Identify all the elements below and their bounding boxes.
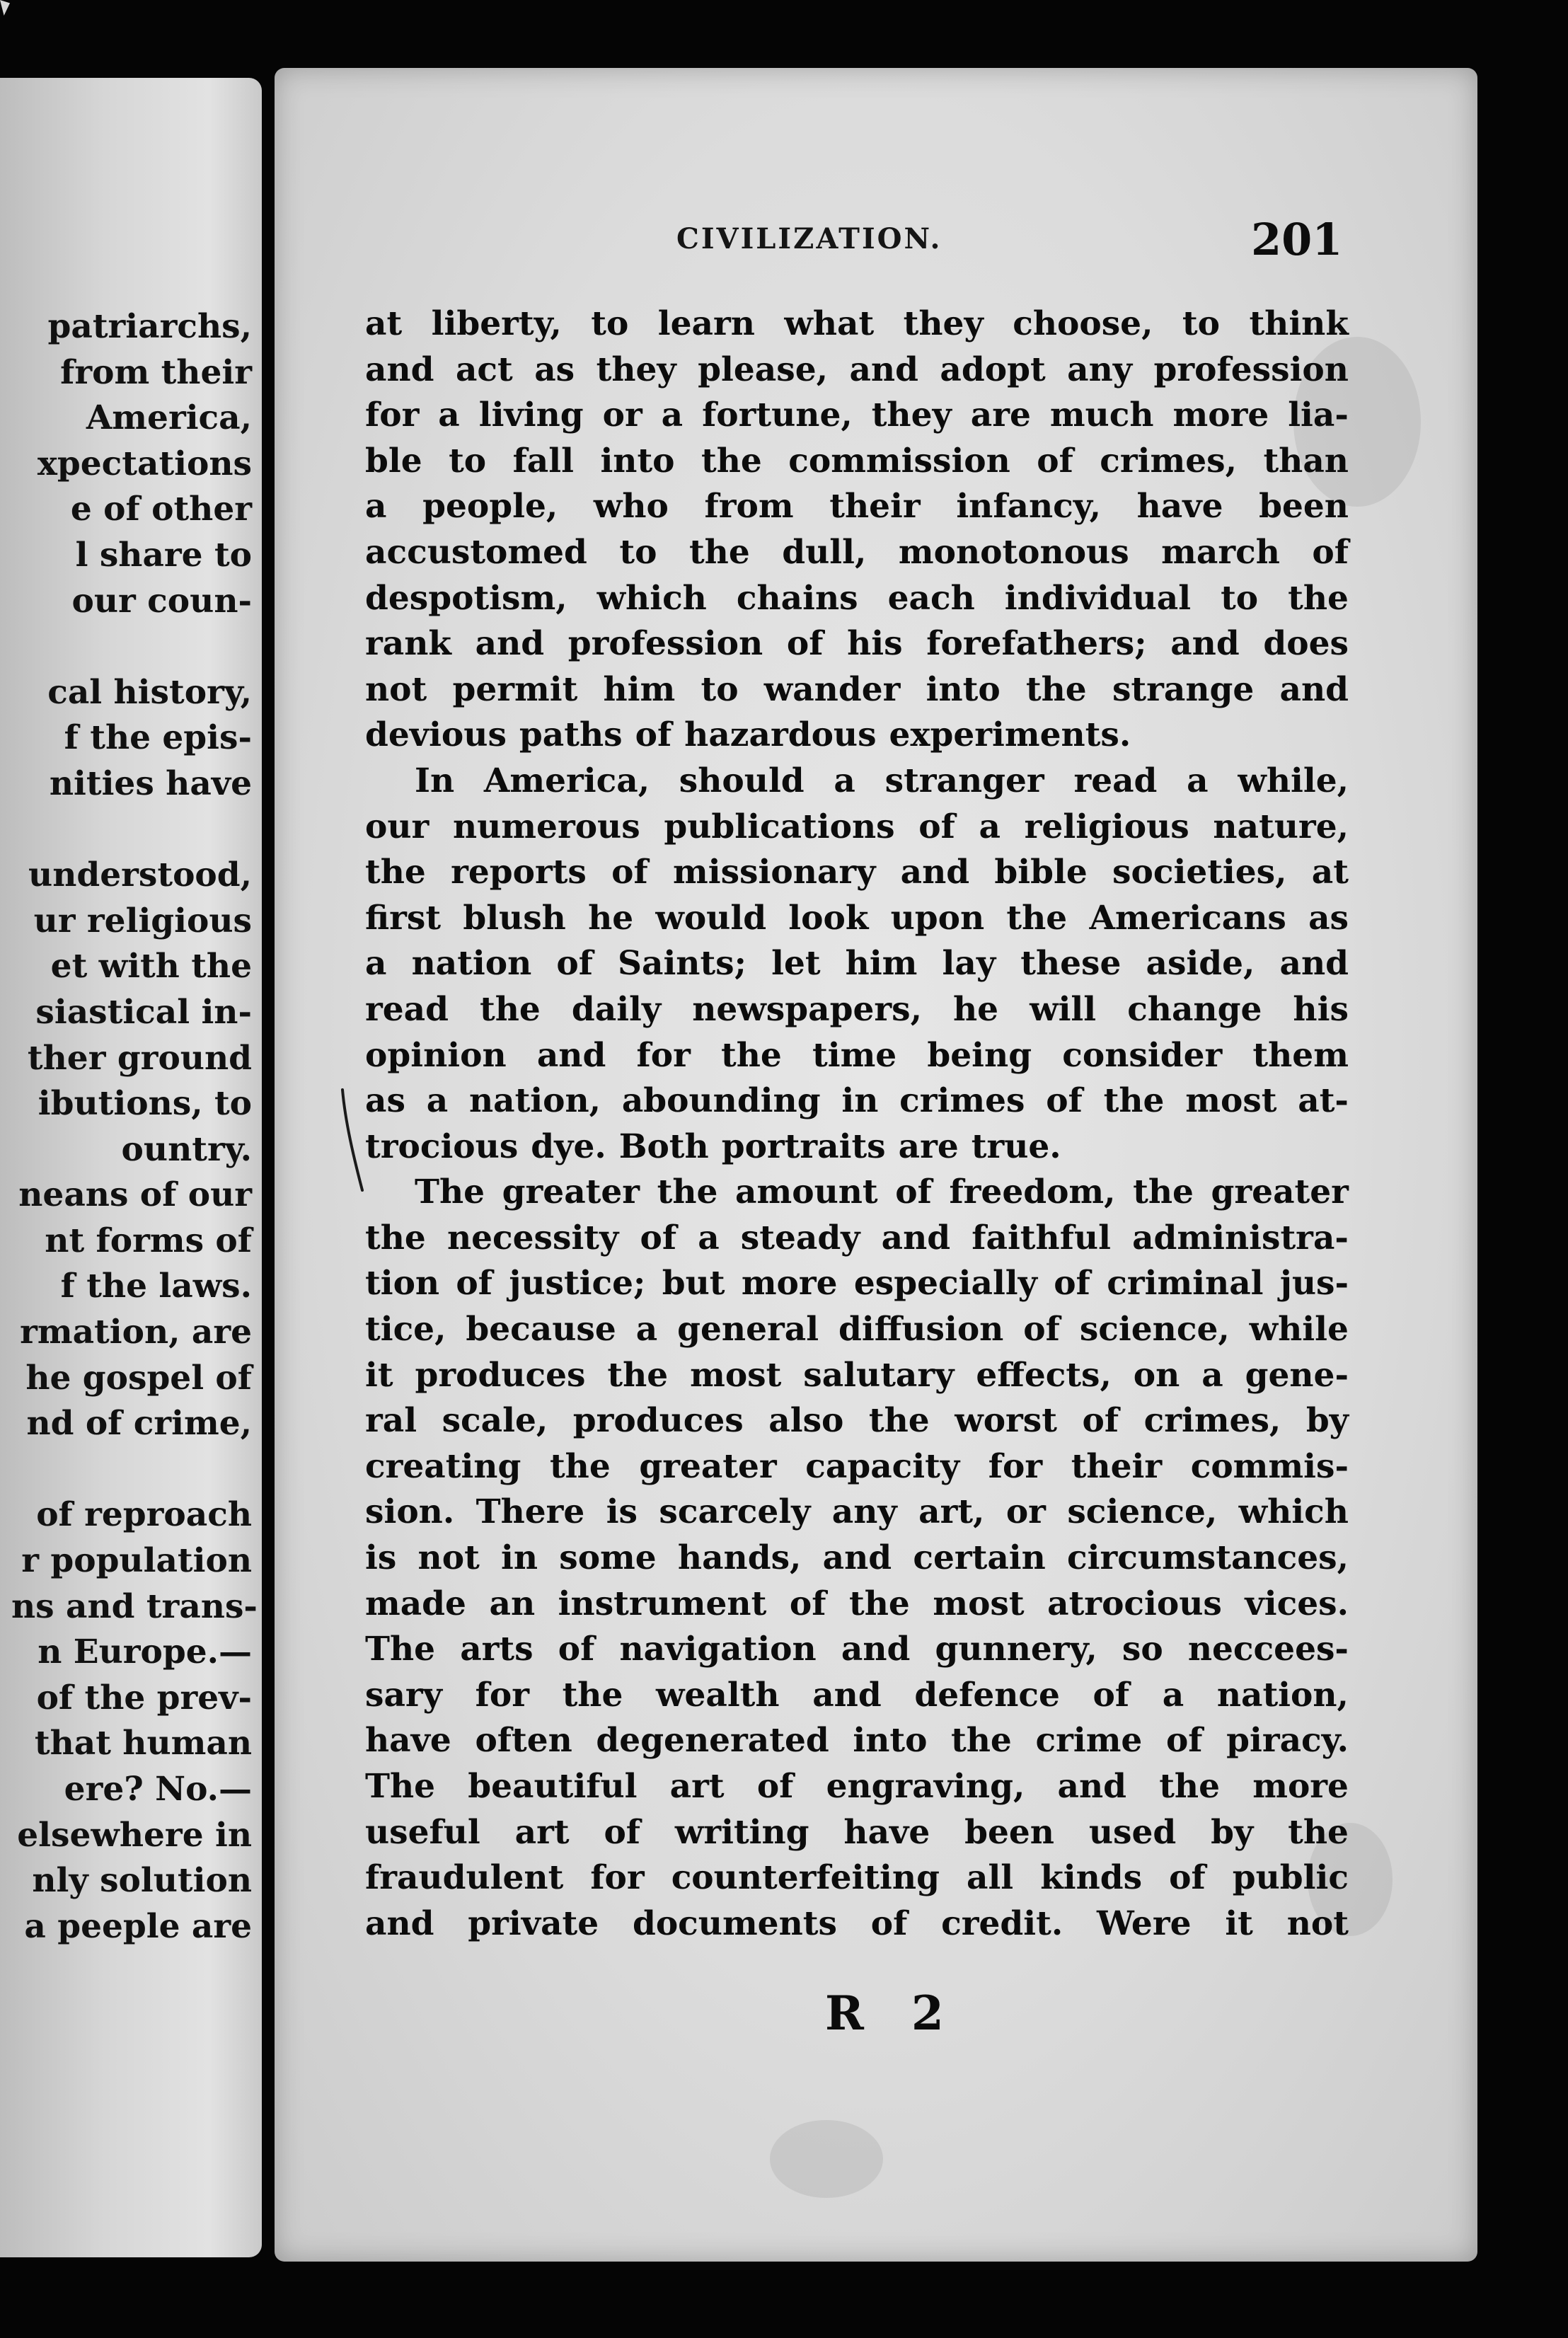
text-line: tion of justice; but more especially of criminal jus- <box>365 1264 1349 1303</box>
margin-pencil-mark <box>338 1087 367 1193</box>
text-line: sary for the wealth and defence of a nation, <box>365 1675 1349 1715</box>
left-page-line <box>11 1447 252 1493</box>
text-line: a nation of Saints; let him lay these aside, and <box>365 944 1349 984</box>
text-line: our numerous publications of a religious nature, <box>365 807 1349 846</box>
text-line: read the daily newspapers, he will change his <box>365 989 1349 1029</box>
text-line: it produces the most salutary effects, on a gene- <box>365 1355 1349 1395</box>
left-page-line: ns and trans- <box>11 1586 258 1626</box>
paper-stain <box>770 2120 883 2198</box>
left-page-line: nd of crime, <box>26 1404 252 1444</box>
text-line: accustomed to the dull, monotonous march of <box>365 532 1349 572</box>
text-line: tice, because a general diffusion of science, while <box>365 1310 1349 1349</box>
running-head <box>275 214 1477 270</box>
text-line: and private documents of credit. Were it not <box>365 1904 1349 1943</box>
text-line: is not in some hands, and certain circumstances, <box>365 1538 1349 1578</box>
text-line: fraudulent for counterfeiting all kinds of public <box>365 1858 1349 1898</box>
left-page-line: ountry. <box>121 1129 252 1169</box>
page-number: 201 <box>1251 214 1343 265</box>
left-page-line: siastical in- <box>35 992 252 1032</box>
text-line: despotism, which chains each individual to the <box>365 578 1349 618</box>
left-page-line: from their <box>60 352 252 392</box>
text-line: ble to fall into the commission of crimes, than <box>365 441 1349 480</box>
text-line: made an instrument of the most atrocious vices. <box>365 1584 1349 1623</box>
left-page-line: patriarchs, <box>47 307 252 346</box>
left-page-line: of the prev- <box>36 1678 252 1717</box>
running-title: CIVILIZATION. <box>676 222 942 255</box>
left-page-line: ibutions, to <box>38 1084 252 1124</box>
left-page-line: ere? No.— <box>64 1770 252 1809</box>
left-page-line: r population <box>21 1541 252 1581</box>
left-facing-page <box>0 78 262 2257</box>
text-line: In America, should a stranger read a while, <box>415 761 1349 800</box>
text-line: at liberty, to learn what they choose, to think <box>365 304 1349 343</box>
left-page-line: neans of our <box>18 1175 252 1215</box>
left-page-line: n Europe.— <box>38 1632 252 1672</box>
left-page-line: l share to <box>75 535 252 575</box>
text-line: as a nation, abounding in crimes of the most at- <box>365 1081 1349 1121</box>
text-line: rank and profession of his forefathers; and does <box>365 624 1349 664</box>
text-line: the reports of missionary and bible societies, at <box>365 853 1349 892</box>
scan-speck <box>0 0 10 16</box>
left-page-line: that human <box>34 1724 252 1763</box>
text-line: have often degenerated into the crime of piracy. <box>365 1721 1349 1761</box>
text-line: and act as they please, and adopt any profession <box>365 350 1349 389</box>
text-line: useful art of writing have been used by the <box>365 1812 1349 1852</box>
left-page-line: nly solution <box>32 1861 252 1901</box>
text-line: opinion and for the time being consider them <box>365 1035 1349 1075</box>
left-page-line: nities have <box>49 764 252 803</box>
left-page-line <box>11 624 252 670</box>
left-page-line: f the laws. <box>60 1267 252 1306</box>
text-line: not permit him to wander into the strange and <box>365 669 1349 709</box>
left-page-line: of reproach <box>36 1495 252 1535</box>
left-page-line: a peeple are <box>24 1906 252 1946</box>
text-line: creating the greater capacity for their commis- <box>365 1446 1349 1486</box>
left-page-line: understood, <box>28 856 252 895</box>
left-page-line <box>11 807 252 853</box>
left-page-line: rmation, are <box>20 1313 252 1352</box>
text-line: The arts of navigation and gunnery, so neccees- <box>365 1630 1349 1669</box>
text-line: ral scale, produces also the worst of crimes, by <box>365 1401 1349 1441</box>
text-line: a people, who from their infancy, have been <box>365 487 1349 526</box>
main-page <box>275 68 1477 2262</box>
left-page-line: ther ground <box>27 1038 252 1078</box>
left-page-line: nt forms of <box>45 1221 252 1260</box>
text-line: the necessity of a steady and faithful administra- <box>365 1218 1349 1257</box>
paragraph <box>365 759 1349 1170</box>
left-page-line: our coun- <box>71 581 252 621</box>
paragraph <box>365 301 1349 759</box>
paragraph <box>365 1170 1349 1947</box>
text-line: first blush he would look upon the Americans as <box>365 898 1349 938</box>
text-line: trocious dye. Both portraits are true. <box>365 1127 1061 1166</box>
text-line: The greater the amount of freedom, the greater <box>415 1173 1349 1212</box>
left-page-line: cal history, <box>47 672 252 712</box>
text-line: The beautiful art of engraving, and the more <box>365 1767 1349 1806</box>
left-page-line: e of other <box>70 490 252 529</box>
text-line: for a living or a fortune, they are much more lia- <box>365 396 1349 435</box>
left-page-text <box>11 304 258 1950</box>
body-text <box>365 301 1349 1947</box>
left-page-line: he gospel of <box>25 1358 252 1398</box>
left-page-line: elsewhere in <box>17 1815 252 1855</box>
left-page-line: et with the <box>50 947 252 986</box>
left-page-line: xpectations <box>37 444 252 483</box>
left-page-line: America, <box>86 398 252 438</box>
left-page-line: ur religious <box>33 901 252 940</box>
text-line: sion. There is scarcely any art, or science, which <box>365 1492 1349 1532</box>
left-page-line: f the epis- <box>64 718 252 758</box>
text-line: devious paths of hazardous experiments. <box>365 715 1131 755</box>
signature-mark: R 2 <box>825 1986 959 2041</box>
